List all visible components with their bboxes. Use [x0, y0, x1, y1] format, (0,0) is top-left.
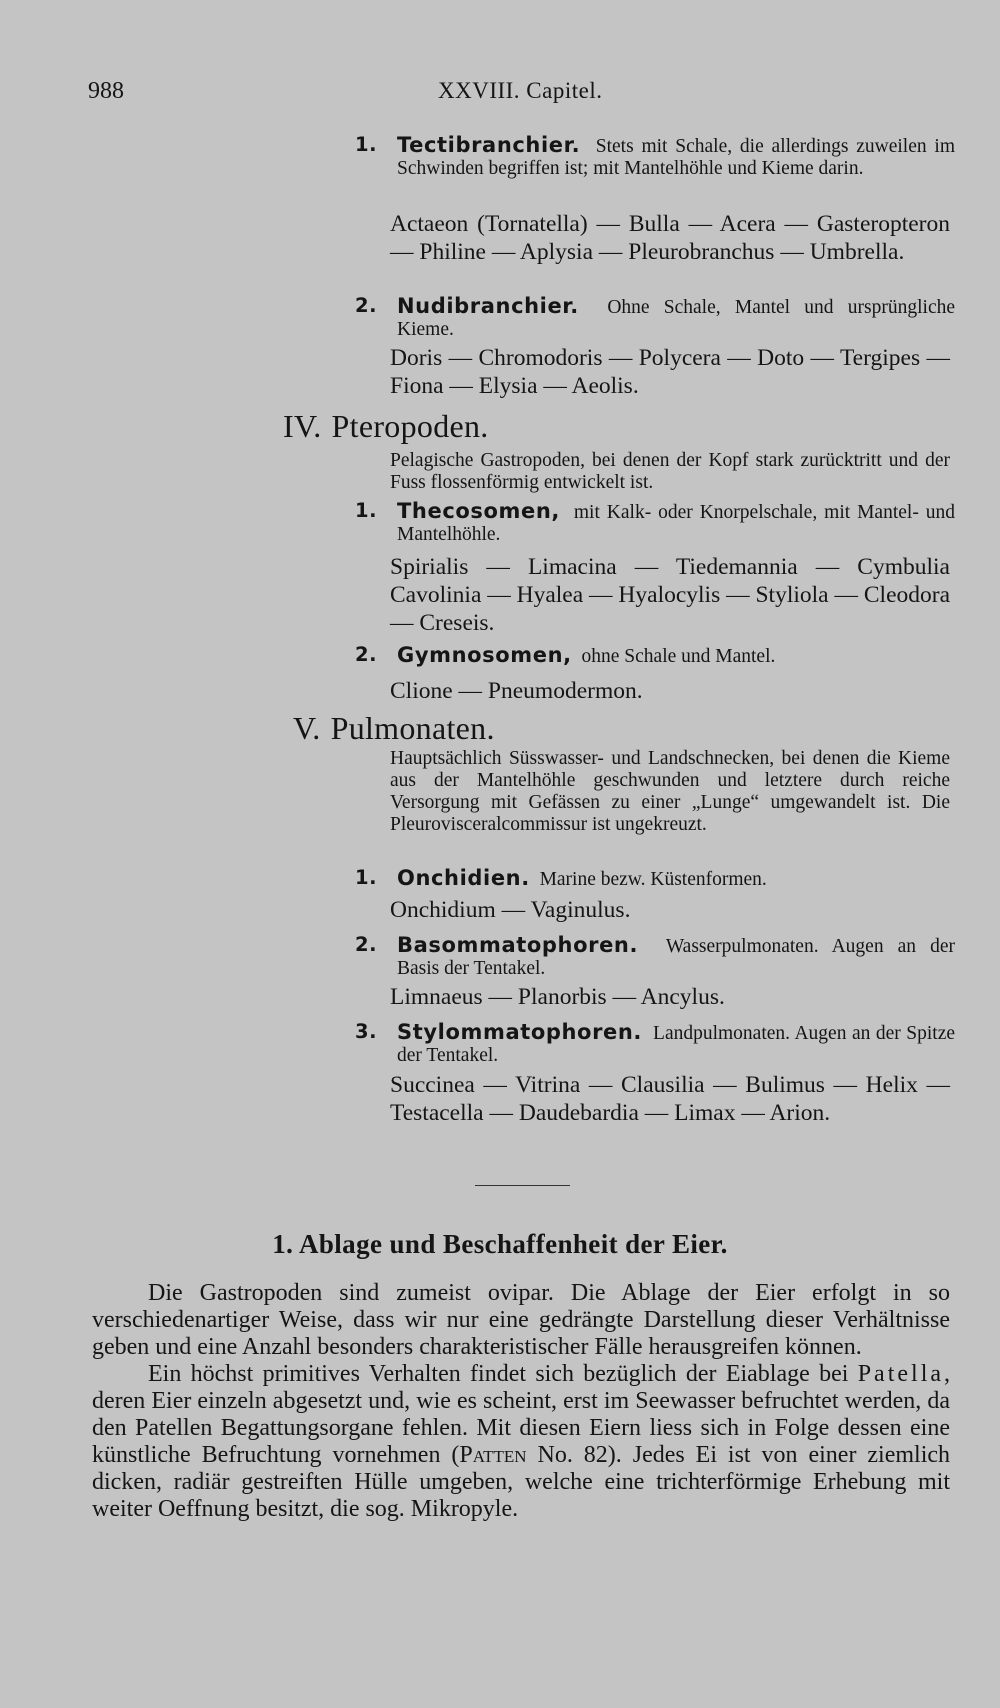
taxon-onchidien: [355, 867, 955, 891]
taxon-name: Tectibranchier.: [397, 133, 581, 157]
taxon-description: Ohne Schale, Mantel und ursprüngliche Kieme.: [397, 297, 956, 340]
taxon-number: 3.: [355, 1020, 378, 1043]
section-numeral: V.: [293, 710, 321, 746]
paragraph-text: No. 82). Jedes Ei ist von einer ziemlich dicken, radiär gestreiften Hülle umgeben, welche eine trichterförmige Erhebung mit weiter Oeffnung besitzt, die sog. Mikropyle.: [92, 1442, 951, 1522]
taxon-name: Nudibranchier.: [397, 294, 579, 318]
genera-list: Clione — Pneumodermon.: [390, 678, 643, 704]
body-text: [92, 1280, 950, 1523]
taxon-nudibranchier: [355, 295, 955, 341]
taxon-name: Stylommatophoren.: [397, 1020, 643, 1044]
taxon-thecosomen: [355, 500, 955, 546]
taxon-description: Marine bezw. Küstenformen.: [539, 869, 767, 890]
taxon-tectibranchier: [355, 134, 955, 180]
section-title: Pulmonaten.: [330, 710, 495, 746]
section-title: Pteropoden.: [331, 408, 489, 444]
genera-list: Limnaeus — Planorbis — Ancylus.: [390, 984, 725, 1010]
paragraph-text: , deren Eier einzeln abgesetzt und, wie es scheint, erst im Seewasser befruchtet werden, da den Patellen Begattungsorgane fehlen. Mit diesen Eiern liess sich in Folge dessen eine künstliche Befruchtung vornehmen (: [92, 1361, 951, 1468]
taxon-description-block: [397, 644, 955, 668]
taxon-number: 1.: [355, 133, 378, 156]
taxon-gymnosomen: [355, 644, 955, 668]
taxon-description: ohne Schale und Mantel.: [581, 646, 776, 667]
taxon-description-block: [397, 500, 955, 546]
taxon-number: 1.: [355, 866, 378, 889]
taxon-number: 2.: [355, 643, 378, 666]
genera-list: Spirialis — Limacina — Tiedemannia — Cymbulia Cavolinia — Hyalea — Hyalocylis — Styliola — Cleodora — Creseis.: [390, 554, 950, 636]
taxon-description: Landpulmonaten. Augen an der Spitze der Tentakel.: [397, 1023, 956, 1066]
taxon-description-block: [397, 934, 955, 980]
taxon-stylommatophoren: [355, 1021, 955, 1067]
section-heading-iv: [283, 408, 489, 445]
section-intro: Pelagische Gastropoden, bei denen der Kopf stark zurücktritt und der Fuss flossenförmig entwickelt ist.: [390, 450, 950, 493]
section-heading-v: [293, 710, 495, 747]
taxon-number: 2.: [355, 933, 378, 956]
taxon-description-block: [397, 295, 955, 341]
taxon-description-block: [397, 1021, 955, 1067]
genus-name: Patella: [857, 1361, 945, 1387]
taxon-number: 1.: [355, 499, 378, 522]
genera-list: Onchidium — Vaginulus.: [390, 897, 631, 923]
taxon-description-block: [397, 867, 955, 891]
paragraph-text: Ein höchst primitives Verhalten findet sich bezüglich der Eiablage bei: [148, 1361, 849, 1387]
taxon-description: Wasserpulmonaten. Augen an der Basis der Tentakel.: [397, 936, 955, 979]
section-intro: Hauptsächlich Süsswasser- und Landschnecken, bei denen die Kieme aus der Mantelhöhle geschwunden und letztere durch reiche Versorgung mit Gefässen zu einer „Lunge“ umgewandelt ist. Die Pleurovisceralcommissur ist ungekreuzt.: [390, 748, 950, 835]
section-numeral: IV.: [283, 408, 322, 444]
author-citation: Patten: [459, 1442, 527, 1468]
chapter-section-heading: 1. Ablage und Beschaffenheit der Eier.: [272, 1229, 728, 1259]
taxon-name: Thecosomen,: [397, 499, 560, 523]
taxon-description: mit Kalk- oder Knorpelschale, mit Mantel- und Mantelhöhle.: [397, 502, 955, 545]
paragraph: Die Gastropoden sind zumeist ovipar. Die Ablage der Eier erfolgt in so verschiedenartiger Weise, dass wir nur eine gedrängte Darstellung dieser Verhältnisse geben und eine Anzahl besonders charakteristischer Fälle herausgreifen können.: [92, 1280, 950, 1360]
taxon-name: Gymnosomen,: [397, 643, 572, 667]
page-number: 988: [88, 78, 124, 104]
running-head: XXVIII. Capitel.: [438, 78, 603, 103]
taxon-number: 2.: [355, 294, 378, 317]
taxon-name: Basommatophoren.: [397, 933, 639, 957]
genera-list: Doris — Chromodoris — Polycera — Doto — Tergipes — Fiona — Elysia — Aeolis.: [390, 345, 950, 399]
taxon-description-block: [397, 134, 955, 180]
genera-list: Succinea — Vitrina — Clausilia — Bulimus — Helix — Testacella — Daudebardia — Limax — Arion.: [390, 1072, 950, 1126]
paragraph: [92, 1361, 950, 1523]
section-divider: [475, 1185, 570, 1186]
taxon-name: Onchidien.: [397, 866, 530, 890]
taxon-basommatophoren: [355, 934, 955, 980]
taxon-description: Stets mit Schale, die allerdings zuweilen im Schwinden begriffen ist; mit Mantelhöhle und Kieme darin.: [397, 136, 955, 179]
genera-list: Actaeon (Tornatella) — Bulla — Acera — Gasteropteron — Philine — Aplysia — Pleurobranchus — Umbrella.: [390, 211, 950, 265]
